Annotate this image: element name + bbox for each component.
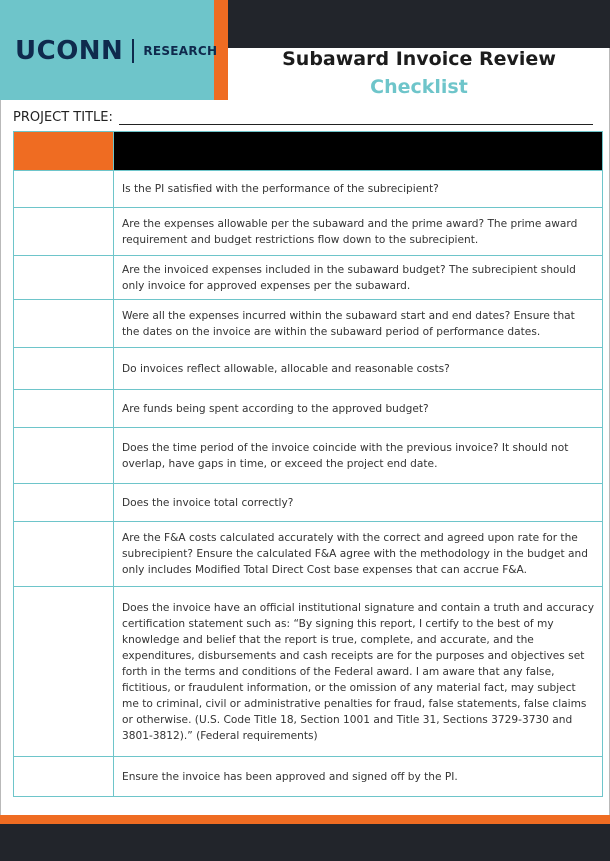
checklist-row xyxy=(14,390,603,428)
checklist-item: Does the invoice have an official institutional signature and contain a truth and accuracy certification statement such as: “By signing this report, I certify to the best of my knowledge and belief that the report is true, complete, and accurate, and the expenditures, disbursements and cash receipts are for the purposes and objectives set forth in the terms and conditions of the Federal award. I am aware that any false, fictitious, or fraudulent information, or the omission of any material fact, may subject me to criminal, civil or administrative penalties for fraud, false statements, false claims or otherwise. (U.S. Code Title 18, Section 1001 and Title 31, Sections 3729-3730 and 3801-3812).” (Federal requirements) xyxy=(114,587,603,757)
checklist-row xyxy=(14,522,603,587)
checklist-header-row xyxy=(14,132,603,171)
checklist-item: Does the invoice total correctly? xyxy=(114,484,603,522)
checklist-item: Are the F&A costs calculated accurately with the correct and agreed upon rate for the subrecipient? Ensure the calculated F&A agree with the methodology in the budget and only includes Modified Total Direct Cost base expenses that can accrue F&A. xyxy=(114,522,603,587)
check-cell[interactable] xyxy=(14,300,114,348)
checklist-row xyxy=(14,757,603,797)
header-cell-item xyxy=(114,132,603,171)
logo-divider xyxy=(132,39,134,63)
header-dark-bar xyxy=(228,0,610,48)
check-cell[interactable] xyxy=(14,587,114,757)
checklist-row xyxy=(14,171,603,208)
checklist-item: Were all the expenses incurred within the subaward start and end dates? Ensure that the dates on the invoice are within the subaward period of performance dates. xyxy=(114,300,603,348)
checklist-row xyxy=(14,587,603,757)
checklist-table xyxy=(13,131,603,797)
uconn-research-logo xyxy=(15,36,217,66)
footer-dark-bar xyxy=(0,824,610,861)
document-subtitle: Checklist xyxy=(370,76,468,98)
checklist-item: Are the invoiced expenses included in the subaward budget? The subrecipient should only invoice for approved expenses per the subaward. xyxy=(114,256,603,300)
checklist-item: Are the expenses allowable per the subaward and the prime award? The prime award requirement and budget restrictions flow down to the subrecipient. xyxy=(114,208,603,256)
check-cell[interactable] xyxy=(14,484,114,522)
checklist-row xyxy=(14,256,603,300)
checklist-item: Are funds being spent according to the approved budget? xyxy=(114,390,603,428)
check-cell[interactable] xyxy=(14,256,114,300)
checklist-item: Does the time period of the invoice coincide with the previous invoice? It should not overlap, have gaps in time, or exceed the project end date. xyxy=(114,428,603,484)
checklist-row xyxy=(14,348,603,390)
checklist-row xyxy=(14,484,603,522)
check-cell[interactable] xyxy=(14,171,114,208)
logo-wordmark: UCONN xyxy=(15,36,124,66)
checklist-row xyxy=(14,300,603,348)
check-cell[interactable] xyxy=(14,428,114,484)
project-title-field[interactable] xyxy=(119,113,593,125)
checklist-item: Is the PI satisfied with the performance of the subrecipient? xyxy=(114,171,603,208)
checklist-row xyxy=(14,208,603,256)
checklist-item: Ensure the invoice has been approved and signed off by the PI. xyxy=(114,757,603,797)
check-cell[interactable] xyxy=(14,390,114,428)
footer-orange-stripe xyxy=(0,815,610,824)
project-title-label: PROJECT TITLE: xyxy=(13,110,113,125)
project-title-row xyxy=(13,110,593,125)
check-cell[interactable] xyxy=(14,348,114,390)
check-cell[interactable] xyxy=(14,522,114,587)
logo-research-label: RESEARCH xyxy=(143,44,218,58)
check-cell[interactable] xyxy=(14,757,114,797)
checklist-row xyxy=(14,428,603,484)
checklist-item: Do invoices reflect allowable, allocable and reasonable costs? xyxy=(114,348,603,390)
check-cell[interactable] xyxy=(14,208,114,256)
header-cell-check xyxy=(14,132,114,171)
document-title: Subaward Invoice Review xyxy=(282,48,556,70)
